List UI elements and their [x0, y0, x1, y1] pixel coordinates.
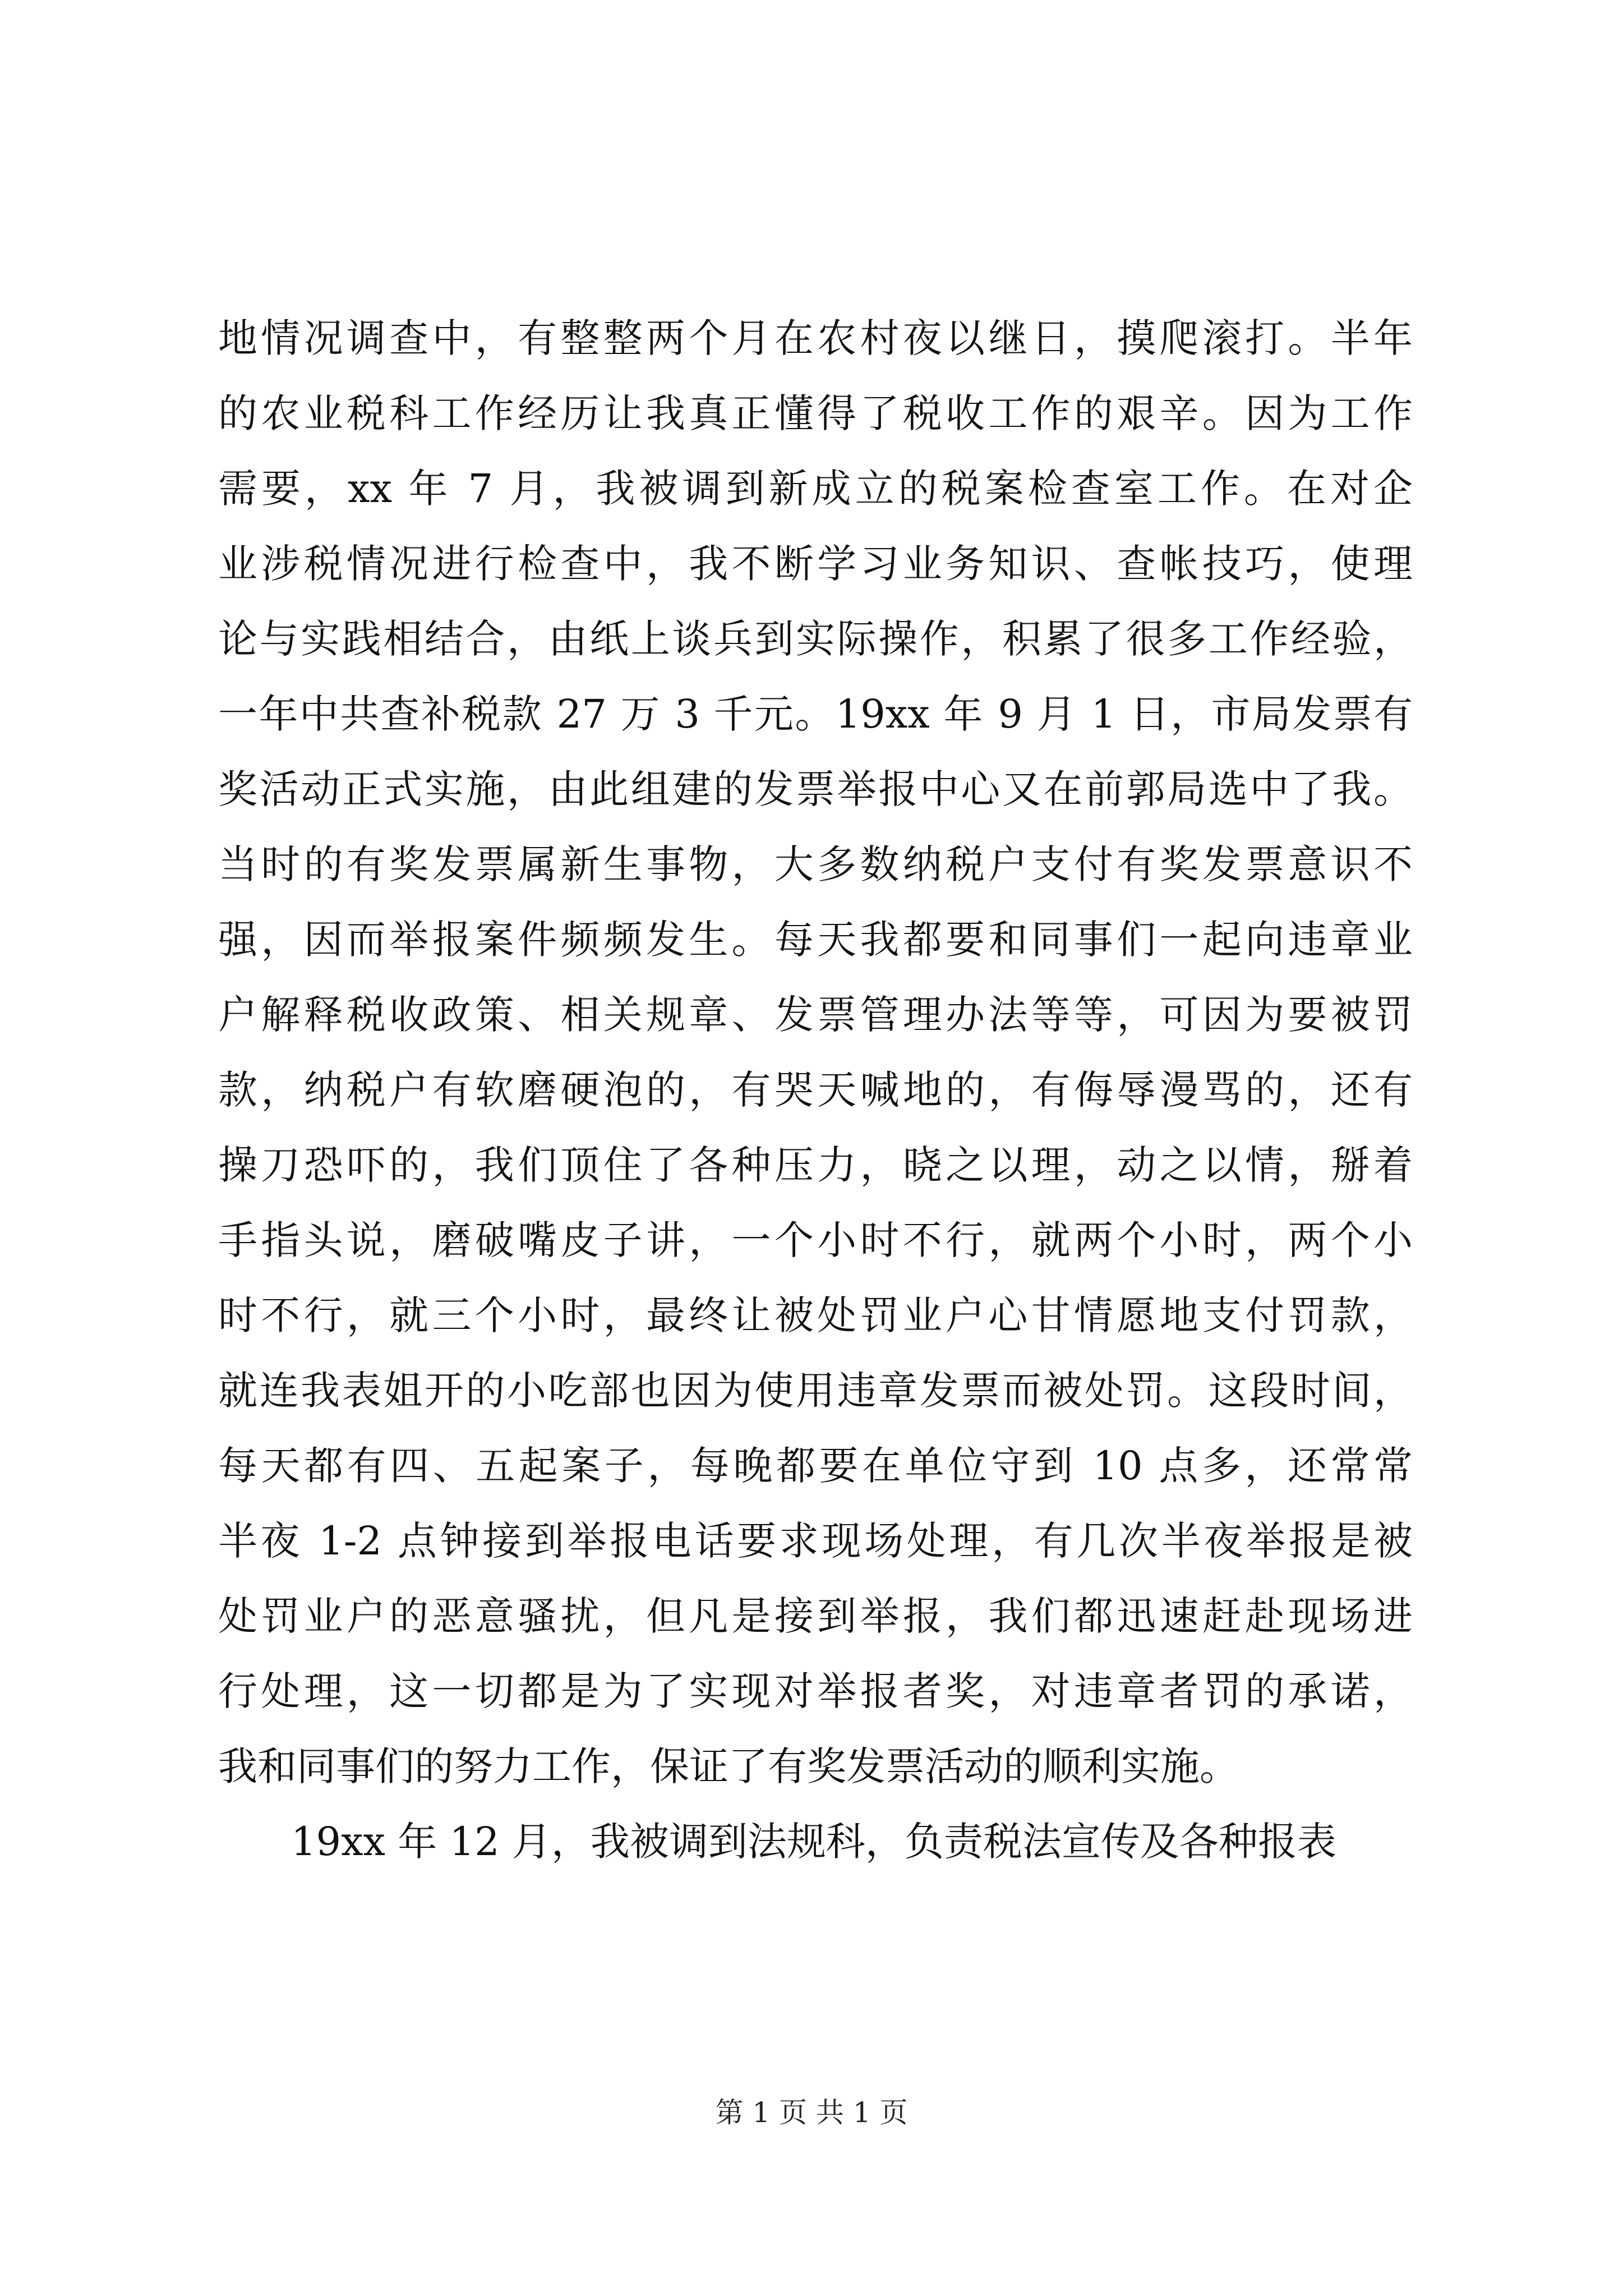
text-line: 行处理，这一切都是为了实现对举报者奖，对违章者罚的承诺，: [218, 1668, 1413, 1714]
text-line: 就连我表姐开的小吃部也因为使用违章发票而被处罚。这段时间，: [218, 1368, 1413, 1414]
text-line: 强，因而举报案件频频发生。每天我都要和同事们一起向违章业: [218, 917, 1413, 963]
text-line: 手指头说，磨破嘴皮子讲，一个小时不行，就两个小时，两个小: [218, 1217, 1413, 1263]
text-line: 每天都有四、五起案子，每晚都要在单位守到 10 点多，还常常: [218, 1443, 1413, 1489]
text-line: 业涉税情况进行检查中，我不断学习业务知识、查帐技巧，使理: [218, 541, 1413, 587]
paragraph-2: [218, 1804, 1413, 1879]
paragraph-1: [218, 301, 1413, 1804]
text-line: 处罚业户的恶意骚扰，但凡是接到举报，我们都迅速赶赴现场进: [218, 1593, 1413, 1639]
text-line: 奖活动正式实施，由此组建的发票举报中心又在前郭局选中了我。: [218, 766, 1413, 812]
text-line: 户解释税收政策、相关规章、发票管理办法等等，可因为要被罚: [218, 992, 1413, 1038]
text-line: 一年中共查补税款 27 万 3 千元。19xx 年 9 月 1 日，市局发票有: [218, 691, 1413, 737]
text-line: 时不行，就三个小时，最终让被处罚业户心甘情愿地支付罚款，: [218, 1292, 1413, 1338]
text-line: 需要，xx 年 7 月，我被调到新成立的税案检查室工作。在对企: [218, 466, 1413, 512]
text-line: 的农业税科工作经历让我真正懂得了税收工作的艰辛。因为工作: [218, 390, 1413, 436]
body-text: [218, 301, 1413, 1879]
text-line: 半夜 1-2 点钟接到举报电话要求现场处理，有几次半夜举报是被: [218, 1518, 1413, 1564]
text-line: 当时的有奖发票属新生事物，大多数纳税户支付有奖发票意识不: [218, 841, 1413, 887]
text-line: 论与实践相结合，由纸上谈兵到实际操作，积累了很多工作经验，: [218, 616, 1413, 662]
text-line: 我和同事们的努力工作，保证了有奖发票活动的顺利实施。: [218, 1743, 1239, 1789]
text-line: 地情况调查中，有整整两个月在农村夜以继日，摸爬滚打。半年: [218, 315, 1413, 361]
text-line: 19xx 年 12 月，我被调到法规科，负责税法宣传及各种报表: [291, 1819, 1336, 1865]
text-line: 款，纳税户有软磨硬泡的，有哭天喊地的，有侮辱漫骂的，还有: [218, 1067, 1413, 1113]
page-number-footer: 第 1 页 共 1 页: [715, 2096, 908, 2129]
text-line: 操刀恐吓的，我们顶住了各种压力，晓之以理，动之以情，掰着: [218, 1142, 1413, 1188]
